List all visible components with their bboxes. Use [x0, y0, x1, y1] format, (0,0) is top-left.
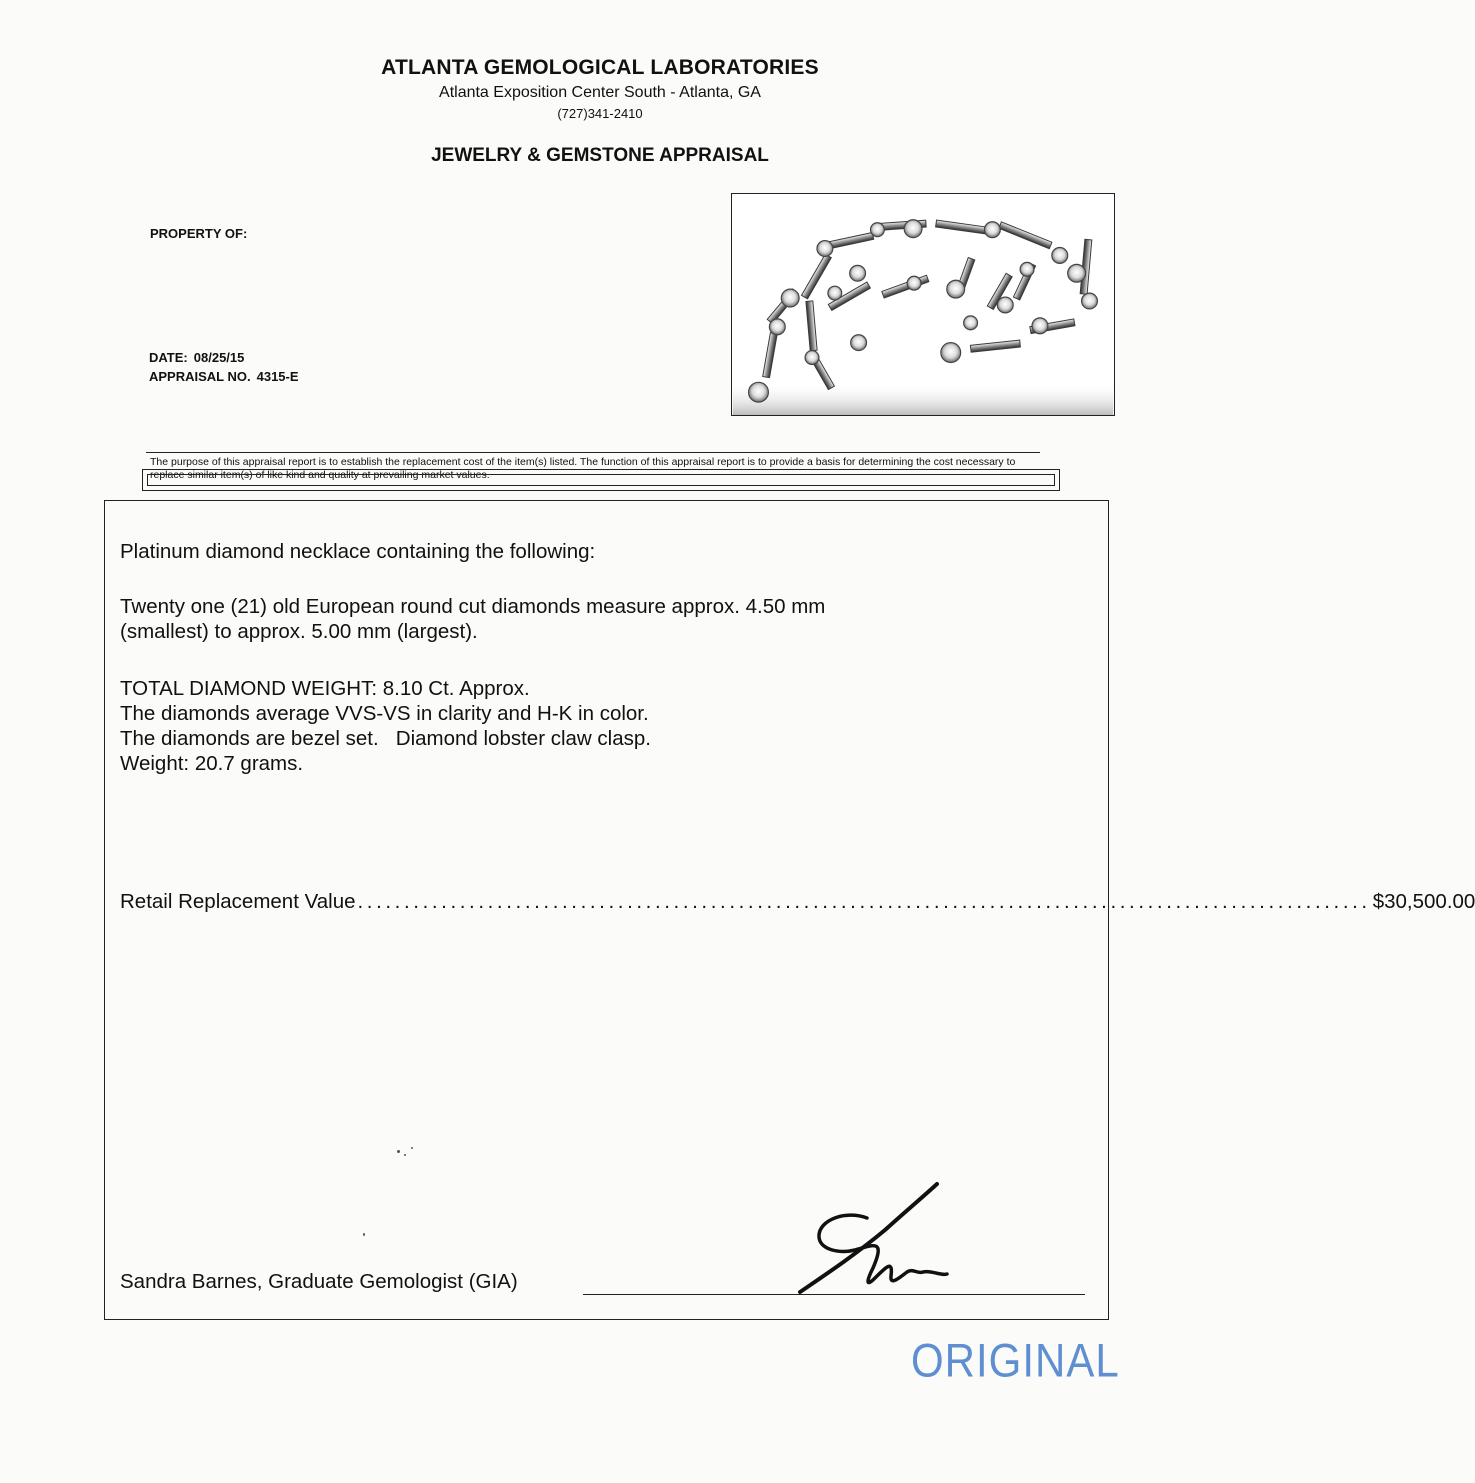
paper-speck [397, 1150, 400, 1153]
property-of-label: PROPERTY OF: [150, 226, 248, 241]
necklace-photo-image [732, 194, 1114, 415]
lab-phone: (727)341-2410 [557, 106, 643, 121]
dot-leader: ............................................................................................................. [357, 890, 1371, 913]
appraisal-number-field [149, 369, 299, 384]
necklace-photo [731, 193, 1115, 416]
date-value: 08/25/15 [193, 350, 245, 365]
appraisal-number-value: 4315-E [256, 369, 299, 384]
paper-speck [411, 1147, 413, 1149]
lab-address: Atlanta Exposition Center South - Atlanta, GA [439, 84, 761, 101]
diamonds-line-2: (smallest) to approx. 5.00 mm (largest). [120, 620, 478, 643]
replacement-value-row [120, 890, 1475, 914]
purpose-statement: The purpose of this appraisal report is to establish the replacement cost of the item(s) listed. The function of this appraisal report is to provide a basis for determining the cost necessary to replace similar item(s) of like kind and quality at prevailing market values. [150, 456, 1016, 481]
diamonds-line-1: Twenty one (21) old European round cut diamonds measure approx. 4.50 mm [120, 595, 826, 618]
total-diamond-weight: TOTAL DIAMOND WEIGHT: 8.10 Ct. Approx. [120, 677, 530, 700]
paper-speck [363, 1233, 365, 1236]
replacement-value-amount: $30,500.00 [1372, 890, 1475, 913]
signer-name: Sandra Barnes, Graduate Gemologist (GIA) [120, 1270, 518, 1293]
divider-rule [146, 452, 1040, 453]
date-label: DATE: [149, 350, 188, 365]
clarity-color: The diamonds average VVS-VS in clarity and H-K in color. [120, 702, 649, 725]
date-field [149, 350, 244, 365]
paper-speck [404, 1154, 406, 1156]
diamond-details [120, 676, 651, 776]
handwritten-signature-icon [795, 1180, 955, 1300]
description-intro: Platinum diamond necklace containing the following: [120, 540, 596, 563]
document-title: JEWELRY & GEMSTONE APPRAISAL [431, 145, 769, 166]
double-border-strip [142, 469, 1060, 491]
double-border-strip-inner [147, 474, 1055, 486]
item-weight: Weight: 20.7 grams. [120, 752, 304, 775]
appraisal-number-label: APPRAISAL NO. [149, 369, 251, 384]
diamonds-description [120, 594, 1000, 644]
setting-clasp: The diamonds are bezel set. Diamond lobster claw clasp. [120, 727, 651, 750]
original-stamp: ORIGINAL [911, 1334, 1120, 1387]
lab-name: ATLANTA GEMOLOGICAL LABORATORIES [381, 56, 819, 79]
replacement-value-label: Retail Replacement Value [120, 890, 356, 913]
